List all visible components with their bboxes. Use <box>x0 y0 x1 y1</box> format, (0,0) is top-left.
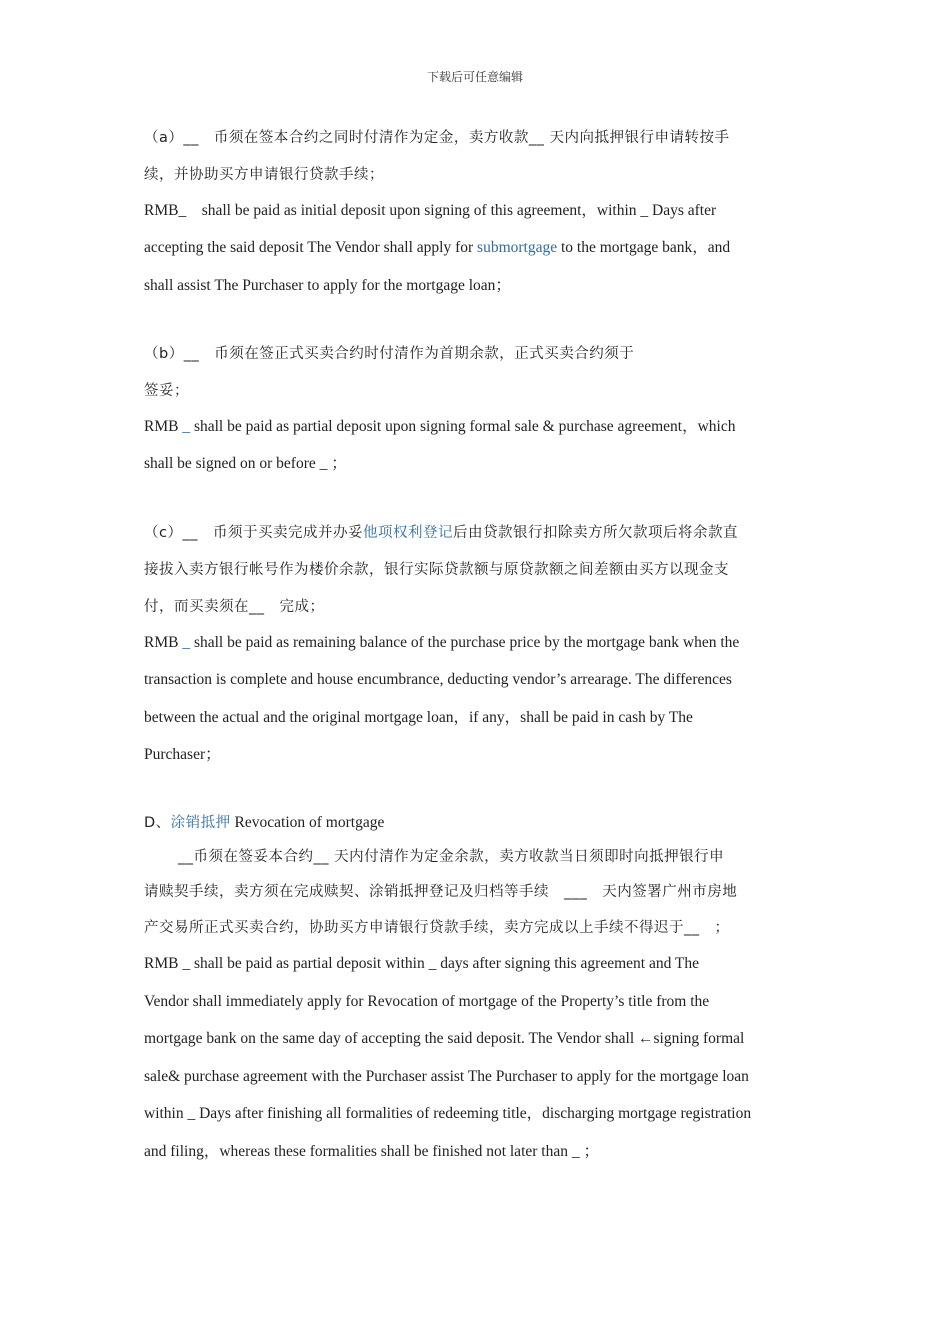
section-d-en-line-2: Vendor shall immediately apply for Revocation of mortgage of the Property’s title from the <box>144 992 710 1010</box>
section-d-en-line-1: RMB _ shall be paid as partial deposit within _ days after signing this agreement and The <box>144 955 700 972</box>
section-b-en-line-1-pre: RMB <box>144 417 183 435</box>
section-c-zh-line-1-pre: （c）__ 币须于买卖完成并办妥 <box>144 524 363 541</box>
section-b <box>144 336 814 483</box>
section-d-zh-line-2: 请赎契手续，卖方须在完成赎契、涂销抵押登记及归档等手续 ___ 天内签署广州市房地 <box>144 883 738 900</box>
revocation-of-mortgage-link[interactable]: 涂销抵押 <box>170 814 231 831</box>
section-a-zh-line-1: （a）__ 币须在签本合约之同时付清作为定金，卖方收款__ 天内向抵押银行申请转按手 <box>144 130 730 146</box>
section-c-en-line-1 <box>144 624 814 662</box>
section-b-zh-line-1: （b）__ 币须在签正式买卖合约时付清作为首期余款，正式买卖合约须于 <box>144 346 635 362</box>
section-c-en-line-1-post: shall be paid as remaining balance of the purchase price by the mortgage bank when the <box>190 633 740 651</box>
section-a-en-line-2 <box>144 229 814 267</box>
section-d-en-line-3: mortgage bank on the same day of accepting the said deposit. The Vendor shall ←signing formal <box>144 1030 745 1047</box>
section-a-zh-line-2: 续，并协助买方申请银行贷款手续； <box>144 166 384 183</box>
section-a-en-line-2-pre: accepting the said deposit The Vendor shall apply for <box>144 239 478 256</box>
section-c-zh-line-3: 付，而买卖须在__ 完成； <box>144 598 325 615</box>
section-c-zh-line-1-post: 后由贷款银行扣除卖方所欠款项后将余款直 <box>452 524 738 541</box>
section-c-en-line-1-pre: RMB <box>144 633 183 651</box>
section-b-zh-line-2: 签妥； <box>144 382 189 399</box>
section-c-blank-link[interactable]: _ <box>182 633 191 651</box>
section-c-zh-line-2: 接拔入卖方银行帐号作为楼价余款，银行实际贷款额与原贷款额之间差额由买方以现金支 <box>144 562 729 578</box>
section-c <box>144 515 814 774</box>
section-c-en-line-4: Purchaser； <box>144 746 221 763</box>
section-a-en-line-1: RMB_ shall be paid as initial deposit upon signing of this agreement，within _ Days after <box>144 201 717 219</box>
section-d <box>144 806 814 1171</box>
section-d-en-line-5: within _ Days after finishing all formalities of redeeming title，discharging mortgage registration <box>144 1105 752 1122</box>
section-a-en-line-3: shall assist The Purchaser to apply for the mortgage loan； <box>144 276 511 294</box>
section-d-title-en: Revocation of mortgage <box>230 813 385 831</box>
section-c-en-line-3: between the actual and the original mortgage loan，if any，shall be paid in cash by The <box>144 708 693 726</box>
section-a <box>144 120 814 304</box>
section-d-title <box>144 806 814 840</box>
section-a-en-line-2-post: to the mortgage bank，and <box>557 239 731 256</box>
document-body <box>144 120 814 1170</box>
section-d-zh-line-1: __币须在签妥本合约__ 天内付清作为定金余款，卖方收款当日须即时向抵押银行申 <box>178 848 725 865</box>
page-header: 下载后可任意编辑 <box>426 70 523 84</box>
section-b-blank-link[interactable]: _ <box>182 417 191 435</box>
section-b-en-line-1-post: shall be paid as partial deposit upon signing formal sale & purchase agreement，which <box>190 417 736 435</box>
section-d-title-prefix: D、 <box>144 814 171 831</box>
section-b-en-line-1 <box>144 408 814 446</box>
section-b-en-line-2: shall be signed on or before _ ； <box>144 455 347 472</box>
section-c-zh-line-1 <box>144 515 814 553</box>
section-c-en-line-2: transaction is complete and house encumbrance, deducting vendor’s arrearage. The differences <box>144 671 732 688</box>
section-d-en-line-4: sale& purchase agreement with the Purchaser assist The Purchaser to apply for the mortgage loan <box>144 1067 749 1085</box>
submortgage-link[interactable]: submortgage <box>477 239 558 256</box>
section-d-en-line-6: and filing，whereas these formalities shall be finished not later than _ ； <box>144 1142 599 1160</box>
encumbrance-registration-link[interactable]: 他项权利登记 <box>362 524 453 541</box>
section-d-zh-line-3: 产交易所正式买卖合约，协助买方申请银行贷款手续，卖方完成以上手续不得迟于__ ； <box>144 920 730 936</box>
